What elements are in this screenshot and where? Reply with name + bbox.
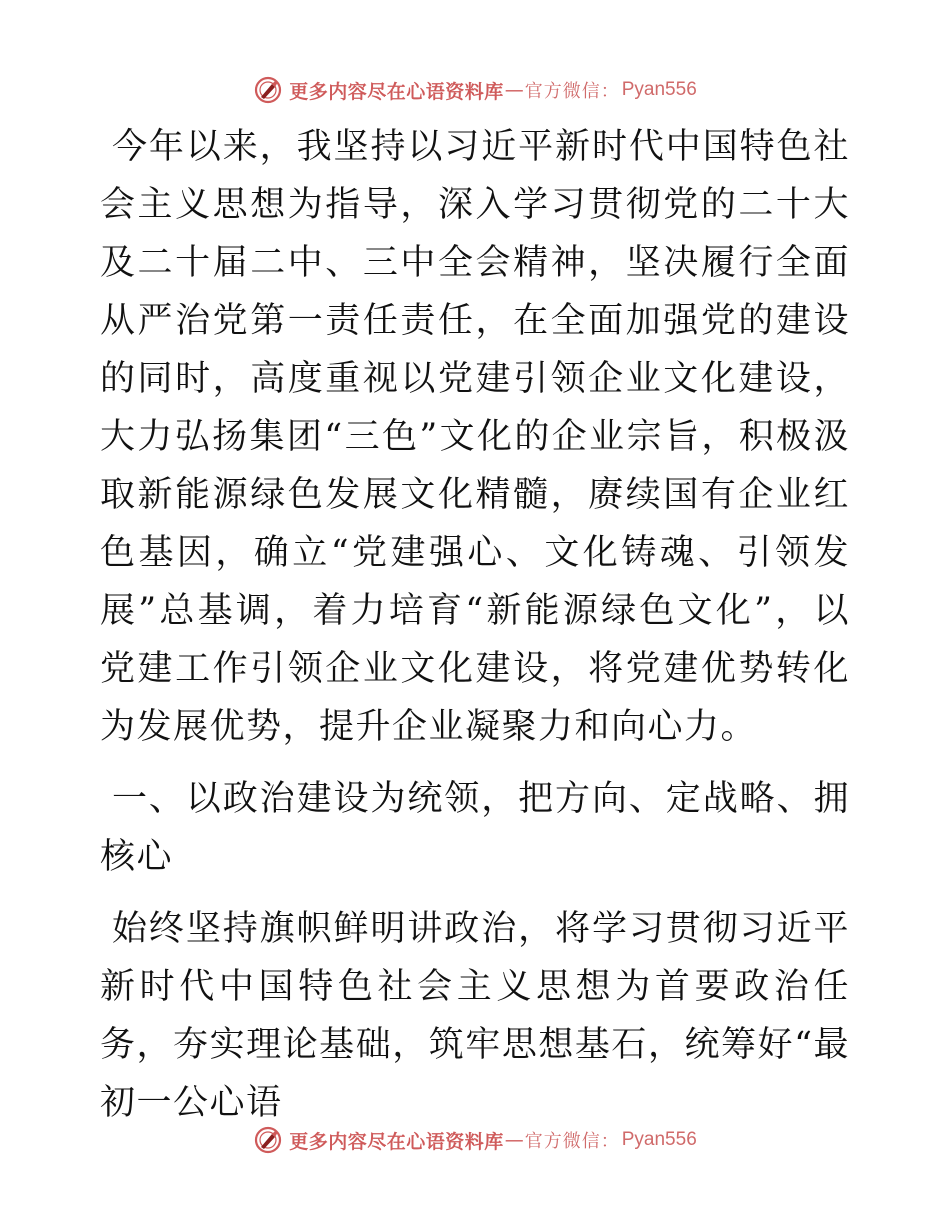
banner-dash: — xyxy=(504,1129,524,1151)
banner-wechat-label: 官方微信： xyxy=(524,1131,620,1152)
pen-nib-circle-logo-icon xyxy=(253,1125,283,1155)
header-watermark-banner xyxy=(0,72,950,108)
section-heading-1: 一、以政治建设为统领，把方向、定战略、拥核心 xyxy=(100,779,850,877)
banner-text: 更多内容尽在心语资料库 xyxy=(289,1130,504,1153)
paragraph-intro: 今年以来，我坚持以习近平新时代中国特色社会主义思想为指导，深入学习贯彻党的二十大及二十届二中、三中全会精神，坚决履行全面从严治党第一责任责任，在全面加强党的建设的同时，高度重视以党建引领企业文化建设，大力弘扬集团“三色”文化的企业宗旨，积极汲取新能源绿色发展文化精髓，赓续国有企业红色基因，确立“党建强心、文化铸魂、引领发展”总基调，着力培育“新能源绿色文化”，以党建工作引领企业文化建设，将党建优势转化为发展优势，提升企业凝聚力和向心力。 xyxy=(100,127,850,747)
document-body xyxy=(100,118,850,1132)
pen-nib-circle-logo-icon xyxy=(253,75,283,105)
banner-wechat-id: Pyan556 xyxy=(621,1129,697,1150)
banner-text: 更多内容尽在心语资料库 xyxy=(289,80,504,103)
footer-watermark-banner xyxy=(0,1122,950,1158)
paragraph-section-1: 始终坚持旗帜鲜明讲政治，将学习贯彻习近平新时代中国特色社会主义思想为首要政治任务，夯实理论基础，筑牢思想基石，统筹好“最初一公心语 xyxy=(100,909,850,1123)
banner-dash: — xyxy=(504,79,524,101)
banner-wechat-id: Pyan556 xyxy=(621,79,697,100)
banner-wechat-label: 官方微信： xyxy=(524,81,620,102)
